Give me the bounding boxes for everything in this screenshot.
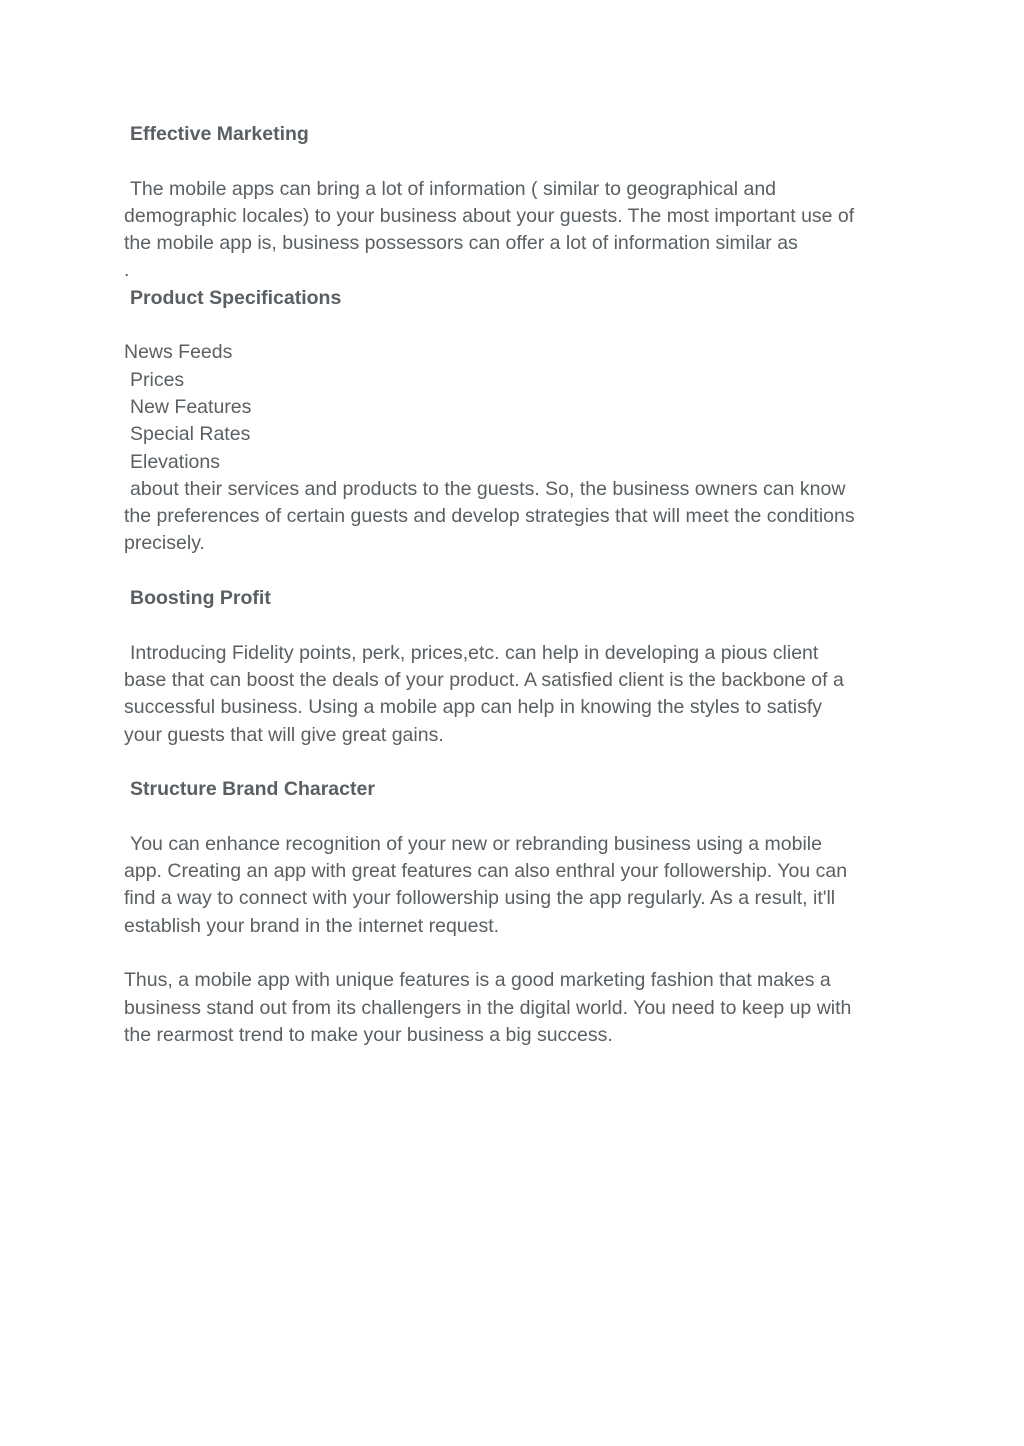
paragraph-line: about their services and products to the guests. So, the business owners can know (130, 477, 846, 500)
list-item: New Features (130, 395, 252, 418)
spacer (124, 803, 914, 830)
paragraph-line: app. Creating an app with great features can also enthral your followership. You can (124, 860, 848, 883)
section-heading-effective-marketing: Effective Marketing (130, 123, 309, 145)
paragraph-line: The mobile apps can bring a lot of information ( similar to geographical and (130, 177, 777, 200)
paragraph-line: business stand out from its challengers in the digital world. You need to keep up with (124, 996, 852, 1019)
paragraph-line: the mobile app is, business possessors can offer a lot of information similar as (124, 232, 798, 255)
section-heading-structure-brand-character: Structure Brand Character (130, 778, 375, 801)
paragraph-line: You can enhance recognition of your new or rebranding business using a mobile (130, 832, 822, 855)
paragraph-line: base that can boost the deals of your product. A satisfied client is the backbone of a (124, 668, 844, 691)
paragraph-line: Introducing Fidelity points, perk, prices,etc. can help in developing a pious client (130, 641, 819, 664)
paragraph-line: . (124, 259, 130, 282)
list-item: Prices (130, 368, 185, 391)
paragraph-line: establish your brand in the internet request. (124, 914, 500, 937)
spacer (124, 312, 914, 339)
spacer (124, 558, 914, 585)
paragraph-line: the preferences of certain guests and develop strategies that will meet the conditions (124, 505, 855, 528)
list-item: Elevations (130, 450, 220, 473)
document-page (124, 121, 914, 1049)
section-heading-product-specifications: Product Specifications (130, 286, 342, 309)
list-item: News Feeds (124, 341, 233, 364)
spacer (124, 612, 914, 639)
paragraph-line: successful business. Using a mobile app can help in knowing the styles to satisfy (124, 696, 823, 719)
spacer (124, 148, 914, 175)
section-heading-boosting-profit: Boosting Profit (130, 587, 271, 610)
paragraph-line: your guests that will give great gains. (124, 723, 444, 746)
paragraph-line: find a way to connect with your followership using the app regularly. As a result, it'll (124, 887, 836, 910)
spacer (124, 940, 914, 967)
paragraph-line: the rearmost trend to make your business a big success. (124, 1023, 613, 1046)
paragraph-line: precisely. (124, 532, 205, 555)
spacer (124, 749, 914, 776)
list-item: Special Rates (130, 423, 251, 446)
paragraph-line: demographic locales) to your business about your guests. The most important use of (124, 204, 855, 227)
paragraph-line: Thus, a mobile app with unique features is a good marketing fashion that makes a (124, 969, 831, 992)
